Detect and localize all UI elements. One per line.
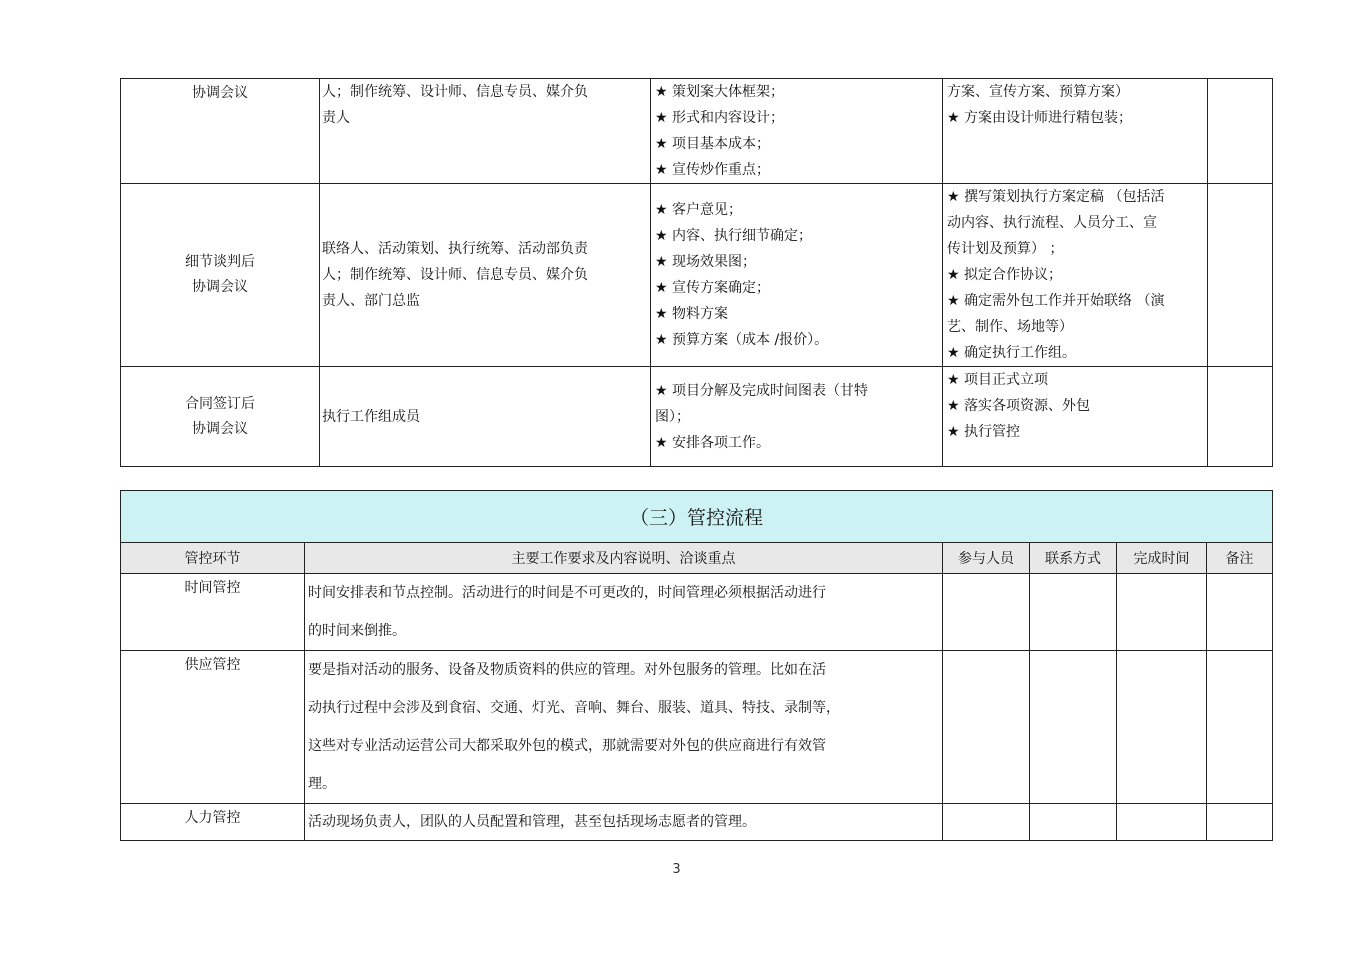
content-line: ★ 项目基本成本； [655,136,771,152]
stage-cell [121,367,320,467]
content-line: ★ 形式和内容设计； [655,110,785,126]
content-cell [651,79,943,184]
stage-line: 协调会议 [192,85,248,101]
content-line: ★ 策划案大体框架； [655,84,785,100]
content-line: ★ 内容、执行细节确定； [655,228,813,244]
stage-cell: 时间管控 [121,574,305,651]
people-cell [943,651,1030,804]
output-line: ★ 方案由设计师进行精包装； [947,110,1133,126]
desc-line: 时间安排表和节点控制。活动进行的时间是不可更改的，时间管理必须根据活动进行 [308,585,826,601]
stage-cell [121,184,320,367]
output-line: ★ 拟定合作协议； [947,267,1063,283]
desc-line: 的时间来倒推。 [308,623,406,639]
contact-cell [1030,651,1117,804]
stage-line: 协调会议 [192,420,248,437]
content-cell [651,367,943,467]
header-contact: 联系方式 [1030,543,1117,574]
output-cell [943,367,1208,467]
stage-line: 细节谈判后 [185,254,255,270]
people-cell [320,184,651,367]
output-line: ★ 执行管控 [947,424,1021,440]
note-cell [1208,184,1273,367]
note-cell [1207,574,1273,651]
table-row [121,79,1273,184]
output-line: 动内容、执行流程、人员分工、宣 [947,215,1157,231]
content-line: ★ 现场效果图； [655,254,757,270]
time-cell [1117,651,1207,804]
people-cell [320,79,651,184]
contact-cell [1030,574,1117,651]
people-line: 联络人、活动策划、执行统筹、活动部负责 [322,241,588,257]
header-desc: 主要工作要求及内容说明、洽谈重点 [305,543,943,574]
control-process-table [120,490,1273,841]
content-line: ★ 宣传方案确定； [655,280,771,296]
content-line: 图）； [655,408,690,425]
people-cell [943,804,1030,841]
desc-line: 动执行过程中会涉及到食宿、交通、灯光、音响、舞台、服装、道具、特技、录制等， [308,700,840,716]
desc-cell [305,651,943,804]
output-cell [943,79,1208,184]
table-row [121,651,1273,804]
people-line: 执行工作组成员 [322,408,420,425]
content-line: ★ 宣传炒作重点； [655,162,771,178]
stage-line: 合同签订后 [185,395,255,412]
note-cell [1208,367,1273,467]
desc-line: 这些对专业活动运营公司大都采取外包的模式，那就需要对外包的供应商进行有效管 [308,738,826,754]
content-line: ★ 预算方案（成本 /报价）。 [655,332,829,348]
output-cell [943,184,1208,367]
note-cell [1207,804,1273,841]
output-line: ★ 项目正式立项 [947,372,1049,388]
section-title: （三）管控流程 [121,491,1273,543]
desc-line: 要是指对活动的服务、设备及物质资料的供应的管理。对外包服务的管理。比如在活 [308,662,826,678]
note-cell [1207,651,1273,804]
time-cell [1117,804,1207,841]
page-number: 3 [672,862,681,877]
desc-cell [305,804,943,841]
stage-line: 协调会议 [192,279,248,295]
output-line: 方案、宣传方案、预算方案） [947,84,1129,100]
content-line: ★ 物料方案 [655,306,729,322]
content-line: ★ 客户意见； [655,202,743,218]
header-people: 参与人员 [943,543,1030,574]
output-line: ★ 撰写策划执行方案定稿 （包括活 [947,189,1165,205]
output-line: 传计划及预算） ； [947,241,1064,257]
header-time: 完成时间 [1117,543,1207,574]
contact-cell [1030,804,1117,841]
header-stage: 管控环节 [121,543,305,574]
desc-line: 活动现场负责人，团队的人员配置和管理，甚至包括现场志愿者的管理。 [308,814,756,830]
people-line: 责人、部门总监 [322,293,420,309]
planning-meeting-table [120,78,1273,467]
section-title-row [121,491,1273,543]
note-cell [1208,79,1273,184]
output-line: 艺、制作、场地等） [947,319,1073,335]
stage-cell: 人力管控 [121,804,305,841]
output-line: ★ 落实各项资源、外包 [947,398,1091,414]
people-line: 人；制作统筹、设计师、信息专员、媒介负 [322,267,588,283]
people-cell [320,367,651,467]
header-row [121,543,1273,574]
content-line: ★ 安排各项工作。 [655,434,771,451]
content-cell [651,184,943,367]
table-row [121,184,1273,367]
desc-cell [305,574,943,651]
table-row [121,804,1273,841]
output-line: ★ 确定执行工作组。 [947,345,1077,361]
people-cell [943,574,1030,651]
stage-cell: 供应管控 [121,651,305,804]
time-cell [1117,574,1207,651]
stage-cell [121,79,320,184]
table-row [121,574,1273,651]
desc-line: 理。 [308,776,336,792]
output-line: ★ 确定需外包工作并开始联络 （演 [947,293,1165,309]
content-line: ★ 项目分解及完成时间图表（甘特 [655,382,869,399]
header-note: 备注 [1207,543,1273,574]
table-row [121,367,1273,467]
people-line: 责人 [322,110,350,126]
people-line: 人；制作统筹、设计师、信息专员、媒介负 [322,84,588,100]
